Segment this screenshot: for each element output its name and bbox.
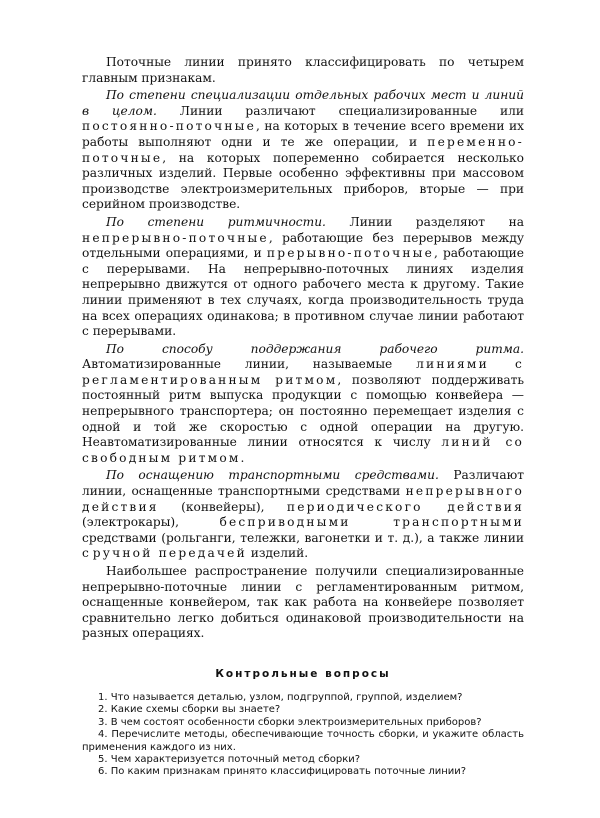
control-question-item: 4. Перечислите методы, обеспечивающие точность сборки, и укажите область применения каждого из них. bbox=[82, 729, 524, 753]
paragraph-text: Различают линии, оснащенные транспортными средствами bbox=[82, 468, 524, 499]
spaced-term: непрерывно-поточные bbox=[82, 230, 269, 245]
body-text bbox=[82, 55, 524, 642]
paragraph-text: , на которых попеременно собирается несколько различных изделий. Первые особенно эффективны при массовом производстве электроизмерительных приборов, вторые — при серийном производстве. bbox=[82, 150, 524, 212]
paragraph-lead-heading: По степени специализации отдельных рабочих мест и линий в целом. bbox=[82, 88, 524, 118]
control-question-item: 2. Какие схемы сборки вы знаете? bbox=[98, 704, 281, 716]
document-page bbox=[82, 55, 524, 779]
paragraph-text: Поточные линии принято классифицировать по четырем главным признакам. bbox=[82, 55, 524, 85]
paragraph-text: Наибольшее распространение получили специализированные непрерывно-поточные линии с регламентированным ритмом, оснащенные конвейером, так как работа на конвейере позволяет сравнительно легко добиться одинаковой производительности на разных операциях. bbox=[82, 564, 524, 641]
spaced-term: прерывно-поточные bbox=[266, 246, 434, 261]
control-questions-list bbox=[82, 692, 524, 779]
paragraph-text: , позволяют поддерживать постоянный ритм выпуска продукции с помощью конвейера — непрерывного транспортера; он постоянно перемещает изделия с одной и той же скоростью с одной операции на другую. Неавтоматизированные линии относятся к числу bbox=[82, 372, 524, 450]
paragraph bbox=[82, 88, 524, 213]
paragraph bbox=[82, 55, 524, 86]
spaced-term: периодического действия bbox=[286, 499, 525, 514]
section-title-control-questions: Контрольные вопросы bbox=[215, 667, 391, 680]
spaced-term: переменно-поточные bbox=[82, 134, 524, 165]
paragraph-lead-heading: По способу поддержания рабочего ритма. bbox=[106, 341, 524, 356]
paragraph bbox=[82, 215, 524, 340]
paragraph-text: Линии разделяют на bbox=[325, 214, 524, 229]
paragraph bbox=[82, 342, 524, 467]
spaced-term: линий со свободным ритмом bbox=[82, 435, 525, 465]
paragraph-text: средствами (рольганги, тележки, вагонетки и т. д.), а также линии с bbox=[82, 530, 524, 561]
paragraph-lead-heading: По степени ритмичности. bbox=[106, 214, 326, 229]
spaced-term: постоянно-поточные bbox=[82, 119, 256, 134]
paragraph-lead-heading: По оснащению транспортными средствами. bbox=[106, 468, 439, 483]
paragraph-text: . bbox=[240, 450, 245, 465]
spaced-term: бесприводными транспортными bbox=[219, 515, 524, 530]
paragraph-text: Автоматизированные линии, называемые bbox=[82, 357, 417, 372]
paragraph-text: , работающие с перерывами. На непрерывно-поточных линиях изделия непрерывно движутся от одного рабочего места к другому. Такие линии применяют в тех случаях, когда производительность труда на всех операциях одинакова; в противном случае линии работают с перерывами. bbox=[82, 246, 524, 339]
spaced-term: линиями с регламентированным ритмом bbox=[82, 357, 524, 387]
spaced-term: ручной передачей bbox=[92, 546, 247, 561]
paragraph-text: , на которых в течение всего времени их работы выполняют одни и те же операции, и bbox=[82, 119, 524, 149]
control-question-item: 3. В чем состоят особенности сборки электроизмерительных приборов? bbox=[98, 716, 482, 728]
paragraph-text: (электрокары), bbox=[82, 515, 220, 530]
control-question-item: 1. Что называется деталью, узлом, подгруппой, группой, изделием? bbox=[98, 691, 463, 703]
control-question-item: 5. Чем характеризуется поточный метод сборки? bbox=[98, 754, 361, 765]
spaced-term: непрерывного действия bbox=[82, 484, 524, 514]
control-question-item: 6. По каким признакам принято классифицировать поточные линии? bbox=[98, 766, 467, 778]
paragraph bbox=[82, 564, 524, 642]
paragraph-text: Линии различают специализированные или bbox=[156, 103, 524, 118]
paragraph-text: (конвейеры), bbox=[158, 499, 287, 514]
paragraph-text: изделий. bbox=[246, 546, 309, 561]
paragraph bbox=[82, 468, 524, 562]
paragraph-text: , работающие без перерывов между отдельными операциями, и bbox=[82, 230, 524, 261]
